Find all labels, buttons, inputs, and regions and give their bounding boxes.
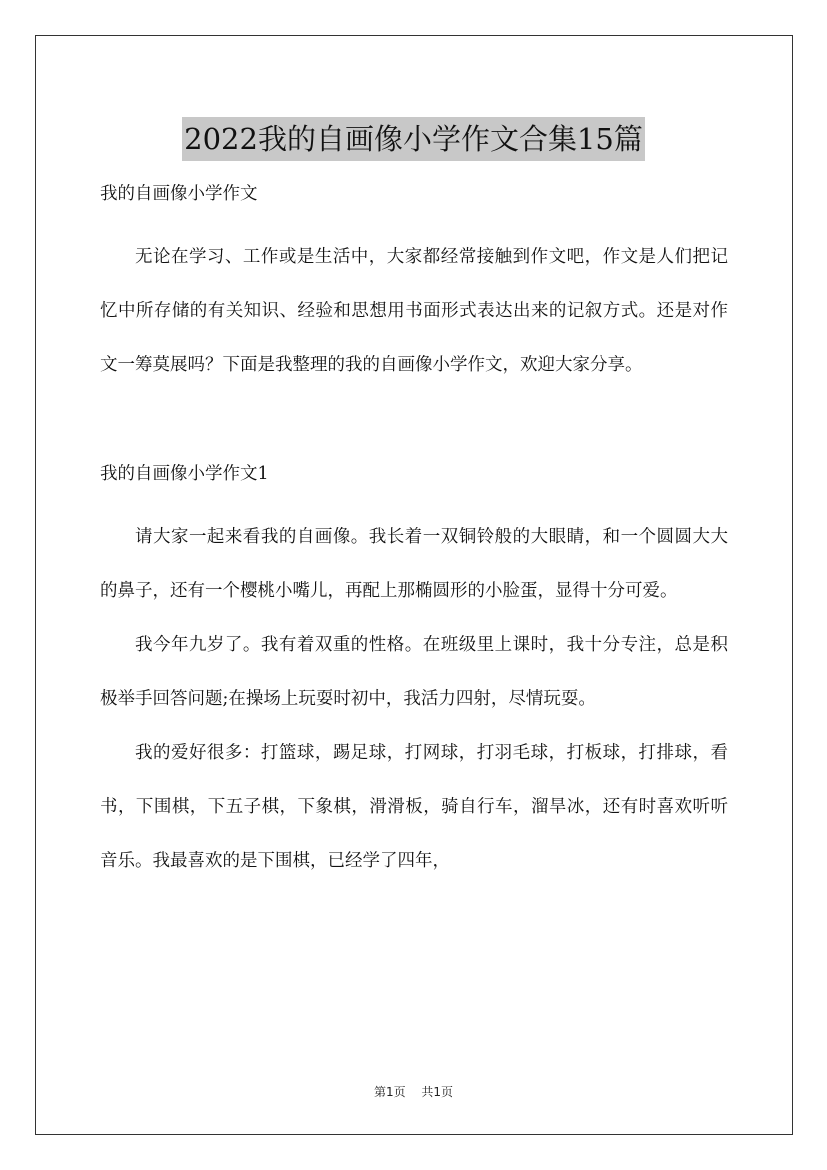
title-container: [0, 98, 827, 181]
section1-paragraph-3: 我的爱好很多：打篮球，踢足球，打网球，打羽毛球，打板球，打排球，看书，下围棋，下五子棋，下象棋，滑滑板，骑自行车，溜旱冰，还有时喜欢听听音乐。我最喜欢的是下围棋，已经学了四年，: [100, 743, 728, 871]
page-footer: [0, 1083, 827, 1100]
document-body: [100, 174, 728, 888]
intro-paragraph: 无论在学习、工作或是生活中，大家都经常接触到作文吧，作文是人们把记忆中所存储的有关知识、经验和思想用书面形式表达出来的记叙方式。还是对作文一筹莫展吗？下面是我整理的我的自画像小学作文，欢迎大家分享。: [100, 247, 728, 375]
section1-paragraph-1: 请大家一起来看我的自画像。我长着一双铜铃般的大眼睛，和一个圆圆大大的鼻子，还有一个樱桃小嘴儿，再配上那椭圆形的小脸蛋，显得十分可爱。: [100, 527, 728, 601]
page-number-total: 共1页: [421, 1085, 454, 1099]
section1-paragraph-2: 我今年九岁了。我有着双重的性格。在班级里上课时，我十分专注，总是积极举手回答问题;在操场上玩耍时初中，我活力四射，尽情玩耍。: [100, 635, 728, 709]
document-title: 2022我的自画像小学作文合集15篇: [182, 117, 645, 161]
intro-heading: 我的自画像小学作文: [100, 184, 258, 204]
section1-heading: 我的自画像小学作文1: [100, 464, 269, 484]
page-number-current: 第1页: [373, 1085, 406, 1099]
